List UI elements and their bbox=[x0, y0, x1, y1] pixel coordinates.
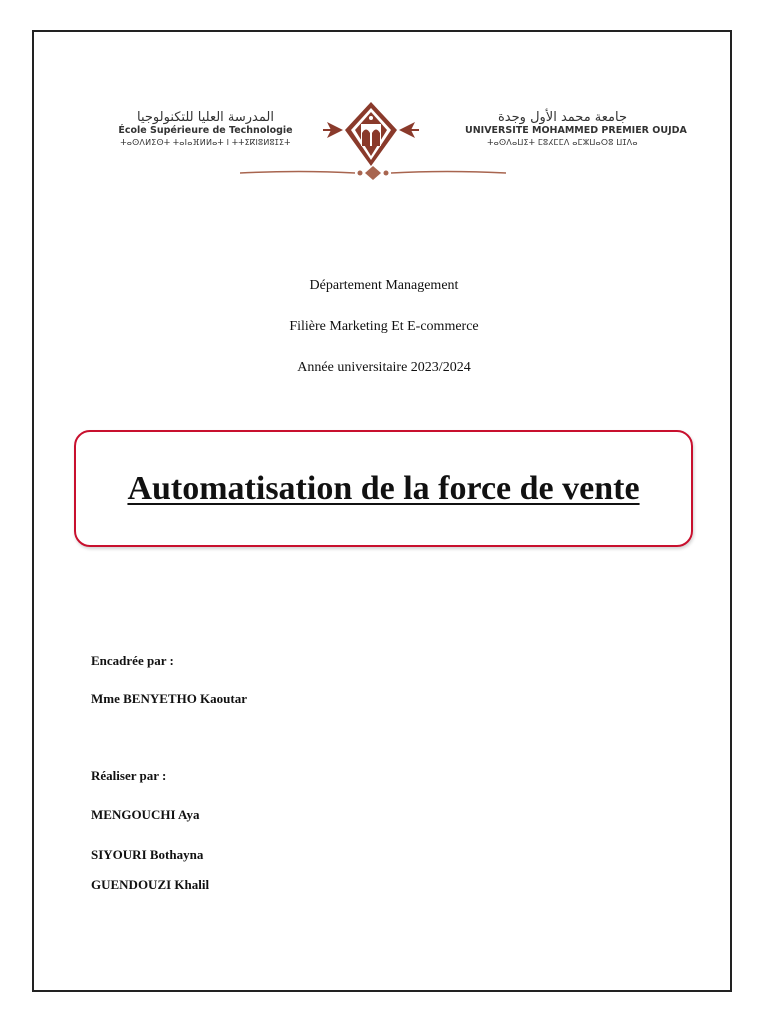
institution-header bbox=[108, 100, 687, 185]
university-name-latin: UNIVERSITE MOHAMMED PREMIER OUJDA bbox=[465, 125, 687, 136]
university-emblem-icon bbox=[321, 100, 421, 170]
school-name-tifinagh: ⵜⴰⵙⴷⵍⵉⵙⵜ ⵜⴰⵏⴰⴼⵍⵍⴰⵜ ⵏ ⵜⵜⵉⴽⵏⵓⵍⵓⵊⵉⵜ bbox=[120, 138, 291, 147]
university-name-arabic: جامعة محمد الأول وجدة bbox=[498, 110, 627, 125]
university-name-block bbox=[465, 110, 687, 148]
academic-year-line: Année universitaire 2023/2024 bbox=[297, 360, 471, 375]
author-name: MENGOUCHI Aya bbox=[91, 807, 200, 822]
filiere-line: Filière Marketing Et E-commerce bbox=[289, 319, 479, 334]
authors-label: Réaliser par : bbox=[91, 768, 167, 783]
university-name-tifinagh: ⵜⴰⵙⴷⴰⵡⵉⵜ ⵎⵓⵃⵎⵎⴷ ⴰⵎⵣⵡⴰⵔⵓ ⵡⵊⴷⴰ bbox=[487, 138, 638, 147]
supervisor-name: Mme BENYETHO Kaoutar bbox=[91, 691, 247, 706]
school-name-latin: École Supérieure de Technologie bbox=[118, 125, 293, 136]
title-box bbox=[74, 430, 693, 547]
document-title: Automatisation de la force de vente bbox=[127, 469, 640, 507]
school-name-arabic: المدرسة العليا للتكنولوجيا bbox=[137, 110, 274, 125]
decorative-divider-icon bbox=[240, 164, 506, 182]
author-name: GUENDOUZI Khalil bbox=[91, 877, 210, 892]
author-name: SIYOURI Bothayna bbox=[91, 847, 204, 862]
department-line: Département Management bbox=[309, 278, 459, 293]
school-name-block bbox=[108, 110, 303, 148]
supervisor-label: Encadrée par : bbox=[91, 653, 174, 668]
